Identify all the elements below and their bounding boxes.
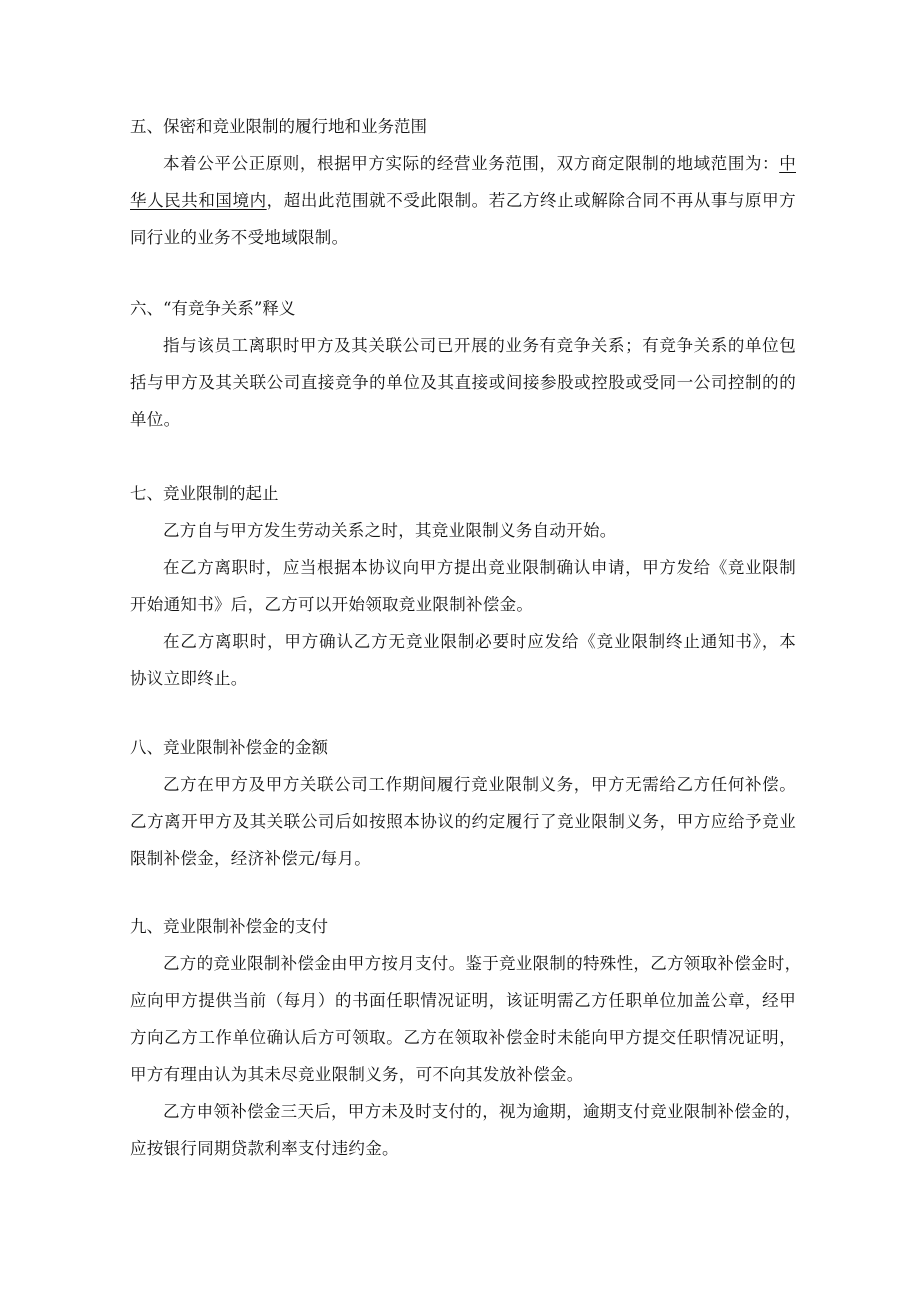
paragraph (130, 145, 796, 256)
section-7 (130, 475, 796, 697)
paragraph-line: 开始通知书》后，乙方可以开始领取竞业限制补偿金。 (130, 595, 534, 614)
paragraph (130, 1093, 802, 1167)
paragraph-line: 应向甲方提供当前（每月）的书面任职情况证明，该证明需乙方任职单位加盖公章，经甲 (130, 991, 796, 1010)
paragraph-line: 限制补偿金，经济补偿元/每月。 (130, 849, 372, 868)
paragraph (130, 766, 796, 877)
underlined-text: 中 (779, 154, 796, 173)
paragraph-line: 乙方在甲方及甲方关联公司工作期间履行竞业限制义务，甲方无需给乙方任何补偿。 (163, 775, 796, 794)
paragraph-line: 协议立即终止。 (130, 669, 248, 688)
paragraph (130, 945, 802, 1093)
paragraph-line (130, 145, 796, 182)
paragraph-line: 括与甲方及其关联公司直接竞争的单位及其直接或间接参股或控股或受同一公司控制的的 (130, 373, 796, 392)
paragraph-line (130, 182, 796, 219)
paragraph (130, 623, 796, 697)
paragraph-line: 乙方的竞业限制补偿金由甲方按月支付。鉴于竞业限制的特殊性，乙方领取补偿金时， (163, 954, 802, 973)
paragraph-line: 单位。 (130, 410, 181, 429)
paragraph (130, 327, 796, 438)
paragraph-line: 指与该员工离职时甲方及其关联公司已开展的业务有竞争关系；有竞争关系的单位包 (163, 336, 796, 355)
section-heading: 八、竞业限制补偿金的金额 (130, 738, 328, 757)
section-5 (130, 108, 796, 256)
section-heading: 七、竞业限制的起止 (130, 484, 279, 503)
paragraph-line: 方向乙方工作单位确认后方可领取。乙方在领取补偿金时未能向甲方提交任职情况证明， (130, 1028, 796, 1047)
section-heading: 九、竞业限制补偿金的支付 (130, 917, 328, 936)
text-run: 本着公平公正原则，根据甲方实际的经营业务范围，双方商定限制的地域范围为： (163, 154, 780, 173)
section-heading: 五、保密和竞业限制的履行地和业务范围 (130, 117, 427, 136)
paragraph-line: 在乙方离职时，应当根据本协议向甲方提出竞业限制确认申请，甲方发给《竞业限制 (163, 558, 796, 577)
section-6 (130, 290, 796, 438)
section-8 (130, 729, 796, 877)
paragraph-line: 乙方自与甲方发生劳动关系之时，其竞业限制义务自动开始。 (163, 521, 617, 540)
section-heading: 六、“有竞争关系”释义 (130, 299, 296, 318)
paragraph-line: 乙方离开甲方及其关联公司后如按照本协议的约定履行了竞业限制义务，甲方应给予竞业 (130, 812, 796, 831)
paragraph-line: 在乙方离职时，甲方确认乙方无竞业限制必要时应发给《竞业限制终止通知书》，本 (163, 632, 796, 651)
text-run: ，超出此范围就不受此限制。若乙方终止或解除合同不再从事与原甲方 (266, 191, 796, 210)
text-run: 同行业的业务不受地域限制。 (130, 228, 349, 247)
paragraph-line: 应按银行同期贷款利率支付违约金。 (130, 1139, 399, 1158)
paragraph-line: 乙方申领补偿金三天后，甲方未及时支付的，视为逾期，逾期支付竞业限制补偿金的， (163, 1102, 802, 1121)
underlined-text: 华人民共和国境内 (130, 191, 267, 210)
section-9 (130, 908, 802, 1167)
paragraph (130, 512, 796, 549)
paragraph-line: 甲方有理由认为其未尽竞业限制义务，可不向其发放补偿金。 (130, 1065, 584, 1084)
paragraph (130, 549, 796, 623)
paragraph-line (130, 219, 796, 256)
